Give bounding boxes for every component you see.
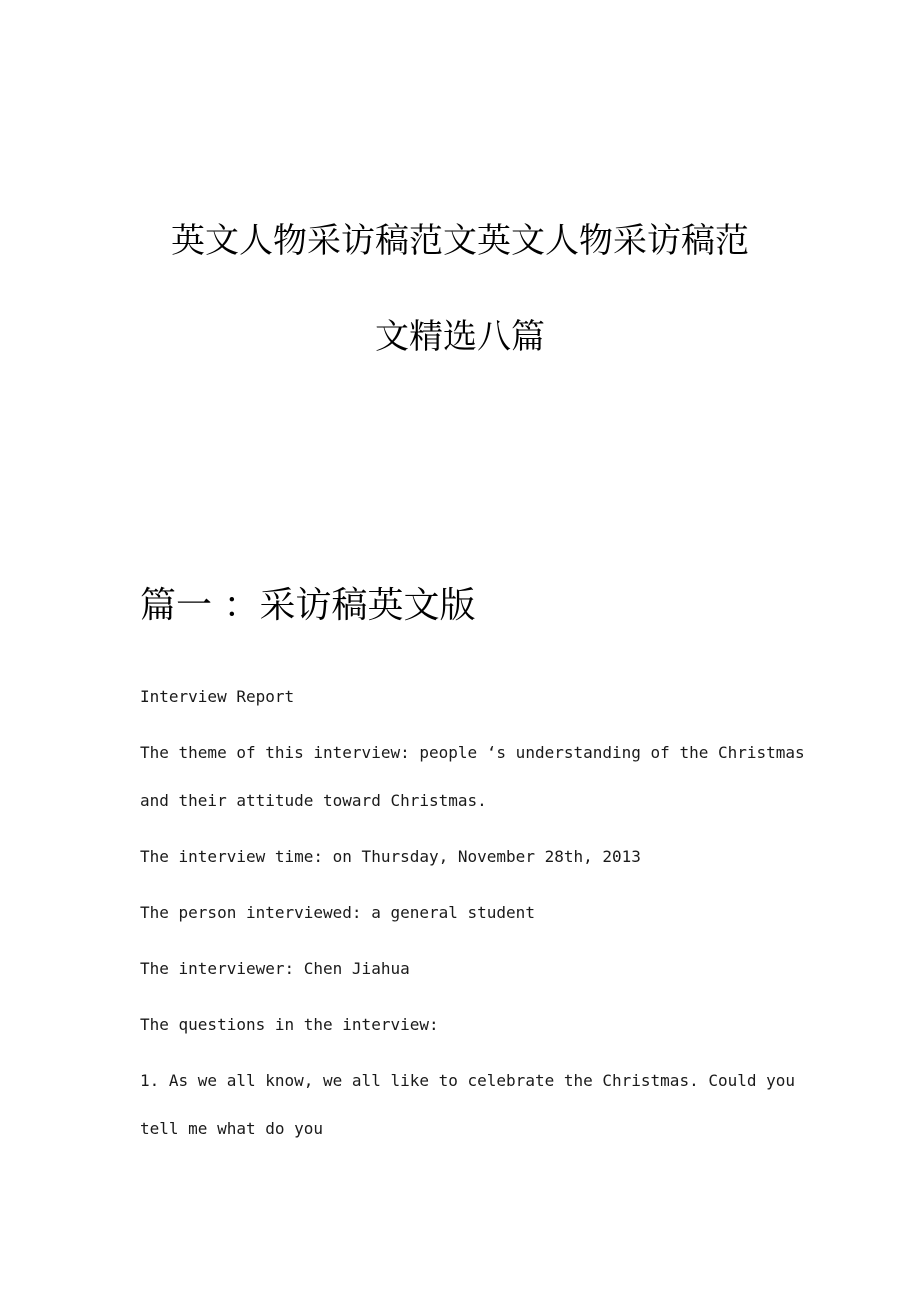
interviewer: The interviewer: Chen Jiahua — [140, 959, 410, 978]
interview-theme-line-1: The theme of this interview: people ‘s understanding of the Christmas — [140, 743, 805, 762]
question-1-line-2: tell me what do you — [140, 1119, 324, 1138]
section-heading: 篇一 ：采访稿英文版 — [140, 585, 476, 626]
interview-time: The interview time: on Thursday, November 28th, 2013 — [140, 847, 641, 866]
report-label: Interview Report — [140, 687, 295, 706]
document-title-line-1: 英文人物采访稿范文英文人物采访稿范 — [171, 221, 749, 261]
person-interviewed: The person interviewed: a general student — [140, 903, 535, 922]
interview-theme-line-2: and their attitude toward Christmas. — [140, 791, 487, 810]
document-title-line-2: 文精选八篇 — [375, 317, 545, 357]
questions-heading: The questions in the interview: — [140, 1015, 439, 1034]
question-1-line-1: 1. As we all know, we all like to celebrate the Christmas. Could you — [140, 1071, 796, 1090]
